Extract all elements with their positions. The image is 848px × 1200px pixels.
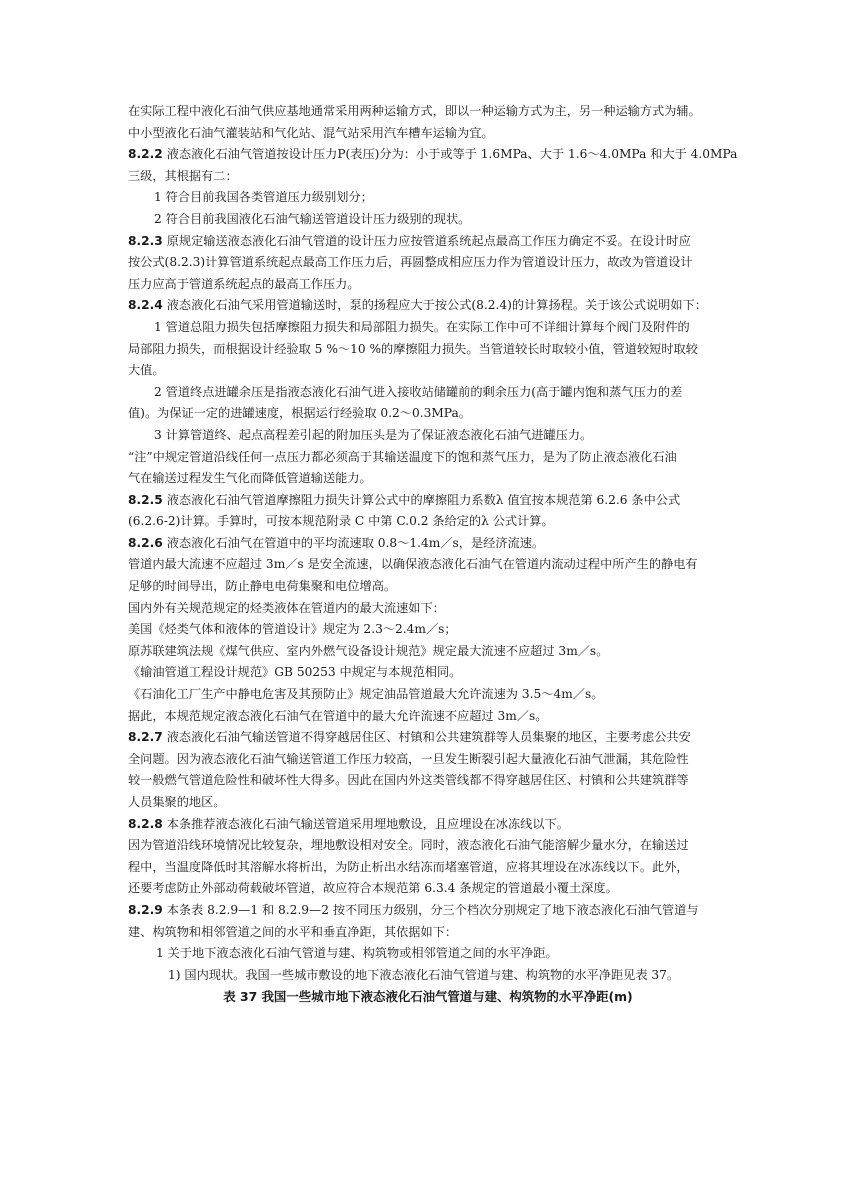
line-text: 《输油管道工程设计规范》GB 50253 中规定与本规范相同。 xyxy=(128,665,462,680)
text-line xyxy=(128,166,728,188)
text-line xyxy=(128,619,728,641)
text-line xyxy=(128,403,728,425)
text-line xyxy=(128,317,728,339)
line-text: 压力应高于管道系统起点的最高工作压力。 xyxy=(128,276,360,291)
line-text: 1 符合目前我国各类管道压力级别划分； xyxy=(154,190,373,205)
clause-number: 8.2.7 xyxy=(128,730,163,745)
clause-number: 8.2.4 xyxy=(128,298,163,313)
line-text: 三级，其根据有二： xyxy=(128,168,238,183)
text-line xyxy=(128,339,728,361)
line-text: 管道内最大流速不应超过 3m／s 是安全流速，以确保液态液化石油气在管道内流动过程中所产生的静电有 xyxy=(128,557,698,572)
line-text: 2 符合目前我国液化石油气输送管道设计压力级别的现状。 xyxy=(154,211,471,226)
line-text: 液态液化石油气采用管道输送时，泵的扬程应大于按公式(8.2.4)的计算扬程。关于该公式说明如下： xyxy=(166,298,707,313)
line-text: 建、构筑物和相邻管道之间的水平和垂直净距，其依据如下： xyxy=(128,924,458,939)
line-text: 人员集聚的地区。 xyxy=(128,795,226,809)
text-line xyxy=(128,144,738,166)
text-line xyxy=(128,123,728,145)
text-line xyxy=(128,727,728,749)
line-text: 程中，当温度降低时其溶解水将析出，为防止析出水结冻而堵塞管道，应将其埋设在冰冻线以下。此外， xyxy=(128,859,689,874)
line-text: 大值。 xyxy=(128,363,165,378)
line-text: 液态液化石油气输送管道不得穿越居住区、村镇和公共建筑群等人员集聚的地区，主要考虑公共安 xyxy=(166,730,691,745)
text-line xyxy=(128,576,728,598)
text-line xyxy=(128,101,728,123)
text-line xyxy=(128,490,728,512)
clause-number: 8.2.2 xyxy=(128,147,163,162)
line-text: 值)。为保证一定的进罐速度，根据运行经验取 0.2～0.3MPa。 xyxy=(128,406,471,421)
text-line xyxy=(128,554,728,576)
text-line xyxy=(128,878,728,900)
text-line xyxy=(128,252,728,274)
text-line xyxy=(128,511,728,533)
line-text: 足够的时间导出，防止静电电荷集聚和电位增高。 xyxy=(128,579,397,594)
line-text: 在实际工程中液化石油气供应基地通常采用两种运输方式，即以一种运输方式为主，另一种运输方式为辅。 xyxy=(128,104,701,118)
text-line xyxy=(128,662,728,684)
line-text: 2 管道终点进罐余压是指液态液化石油气进入接收站储罐前的剩余压力(高于罐内饱和蒸气压力的差 xyxy=(154,384,683,399)
text-line xyxy=(128,425,728,447)
text-line xyxy=(128,684,728,706)
line-text: 1 关于地下液态液化石油气管道与建、构筑物或相邻管道之间的水平净距。 xyxy=(156,946,558,961)
text-line xyxy=(128,468,728,490)
clause-number: 8.2.9 xyxy=(128,902,163,917)
line-text: 按公式(8.2.3)计算管道系统起点最高工作压力后，再圆整成相应压力作为管道设计压力，故改为管道设计 xyxy=(128,255,693,270)
line-text: 较一般燃气管道危险性和破坏性大得多。因此在国内外这类管线都不得穿越居住区、村镇和公共建筑群等 xyxy=(128,773,689,788)
text-line xyxy=(128,295,728,317)
clause-number: 8.2.6 xyxy=(128,535,163,550)
line-text: 原苏联建筑法规《煤气供应、室内外燃气设备设计规范》规定最大流速不应超过 3m／s。 xyxy=(128,643,609,658)
text-line xyxy=(128,943,728,965)
text-line xyxy=(128,835,728,857)
text-line xyxy=(128,533,728,555)
text-line xyxy=(128,792,728,814)
text-line xyxy=(128,900,728,922)
clause-number: 8.2.8 xyxy=(128,816,163,831)
clause-number: 8.2.5 xyxy=(128,492,163,507)
line-text: 液态液化石油气在管道中的平均流速取 0.8～1.4m／s，是经济流速。 xyxy=(166,535,545,550)
text-line xyxy=(128,857,728,879)
text-line xyxy=(128,447,728,469)
table-caption: 表 37 我国一些城市地下液态液化石油气管道与建、构筑物的水平净距(m) xyxy=(223,989,633,1005)
text-line xyxy=(128,706,728,728)
text-line xyxy=(128,360,728,382)
line-text: 3 计算管道终、起点高程差引起的附加压头是为了保证液态液化石油气进罐压力。 xyxy=(154,427,593,442)
line-text: 中小型液化石油气灌装站和气化站、混气站采用汽车槽车运输为宜。 xyxy=(128,125,494,140)
line-text: 美国《烃类气体和液体的管道设计》规定为 2.3～2.4m／s； xyxy=(128,622,457,637)
line-text: 国内外有关规范规定的烃类液体在管道内的最大流速如下： xyxy=(128,600,445,615)
line-text: 液态液化石油气管道按设计压力P(表压)分为：小于或等于 1.6MPa、大于 1.6～4.0MPa 和大于 4.0MPa xyxy=(166,147,738,162)
line-text: 原规定输送液态液化石油气管道的设计压力应按管道系统起点最高工作压力确定不妥。在设计时应 xyxy=(166,233,691,248)
line-text: 据此，本规范规定液态液化石油气在管道中的最大允许流速不应超过 3m／s。 xyxy=(128,708,548,723)
text-line xyxy=(128,641,728,663)
clause-number: 8.2.3 xyxy=(128,233,163,248)
line-text: 1) 国内现状。我国一些城市敷设的地下液态液化石油气管道与建、构筑物的水平净距见表 37。 xyxy=(168,967,680,982)
text-line xyxy=(128,209,728,231)
line-text: 本条推荐液态液化石油气输送管道采用埋地敷设，且应埋设在冰冻线以下。 xyxy=(166,816,569,831)
line-text: 液态液化石油气管道摩擦阻力损失计算公式中的摩擦阻力系数λ 值宜按本规范第 6.2.6 条中公式 xyxy=(166,492,681,507)
text-line xyxy=(128,382,728,404)
text-line xyxy=(128,274,728,296)
text-line xyxy=(128,187,728,209)
line-text: 全问题。因为液态液化石油气输送管道工作压力较高，一旦发生断裂引起大量液化石油气泄漏，其危险性 xyxy=(128,751,689,766)
text-line xyxy=(128,770,728,792)
text-line xyxy=(128,814,728,836)
text-line xyxy=(128,965,728,987)
line-text: 气在输送过程发生气化而降低管道输送能力。 xyxy=(128,471,372,486)
text-line xyxy=(128,749,728,771)
line-text: 因为管道沿线环境情况比较复杂，埋地敷设相对安全。同时，液态液化石油气能溶解少量水分，在输送过 xyxy=(128,838,689,853)
line-text: 局部阻力损失，而根据设计经验取 5 %～10 %的摩擦阻力损失。当管道较长时取较小值，管道较短时取较 xyxy=(128,341,698,356)
line-text: “注”中规定管道沿线任何一点压力都必须高于其输送温度下的饱和蒸气压力，是为了防止液态液化石油 xyxy=(128,449,677,464)
text-line xyxy=(128,598,728,620)
line-text: (6.2.6-2)计算。手算时，可按本规范附录 C 中第 C.0.2 条给定的λ 公式计算。 xyxy=(128,514,554,529)
line-text: 1 管道总阻力损失包括摩擦阻力损失和局部阻力损失。在实际工作中可不详细计算每个阀门及附件的 xyxy=(154,319,690,334)
line-text: 还要考虑防止外部动荷载破坏管道，故应符合本规范第 6.3.4 条规定的管道最小覆土深度。 xyxy=(128,881,618,896)
text-line xyxy=(128,231,728,253)
document-body xyxy=(128,101,738,1008)
line-text: 本条表 8.2.9—1 和 8.2.9—2 按不同压力级别，分三个档次分别规定了地下液态液化石油气管道与 xyxy=(166,902,699,917)
text-line xyxy=(128,922,728,944)
line-text: 《石油化工厂生产中静电危害及其预防止》规定油品管道最大允许流速为 3.5～4m／s。 xyxy=(128,687,604,702)
